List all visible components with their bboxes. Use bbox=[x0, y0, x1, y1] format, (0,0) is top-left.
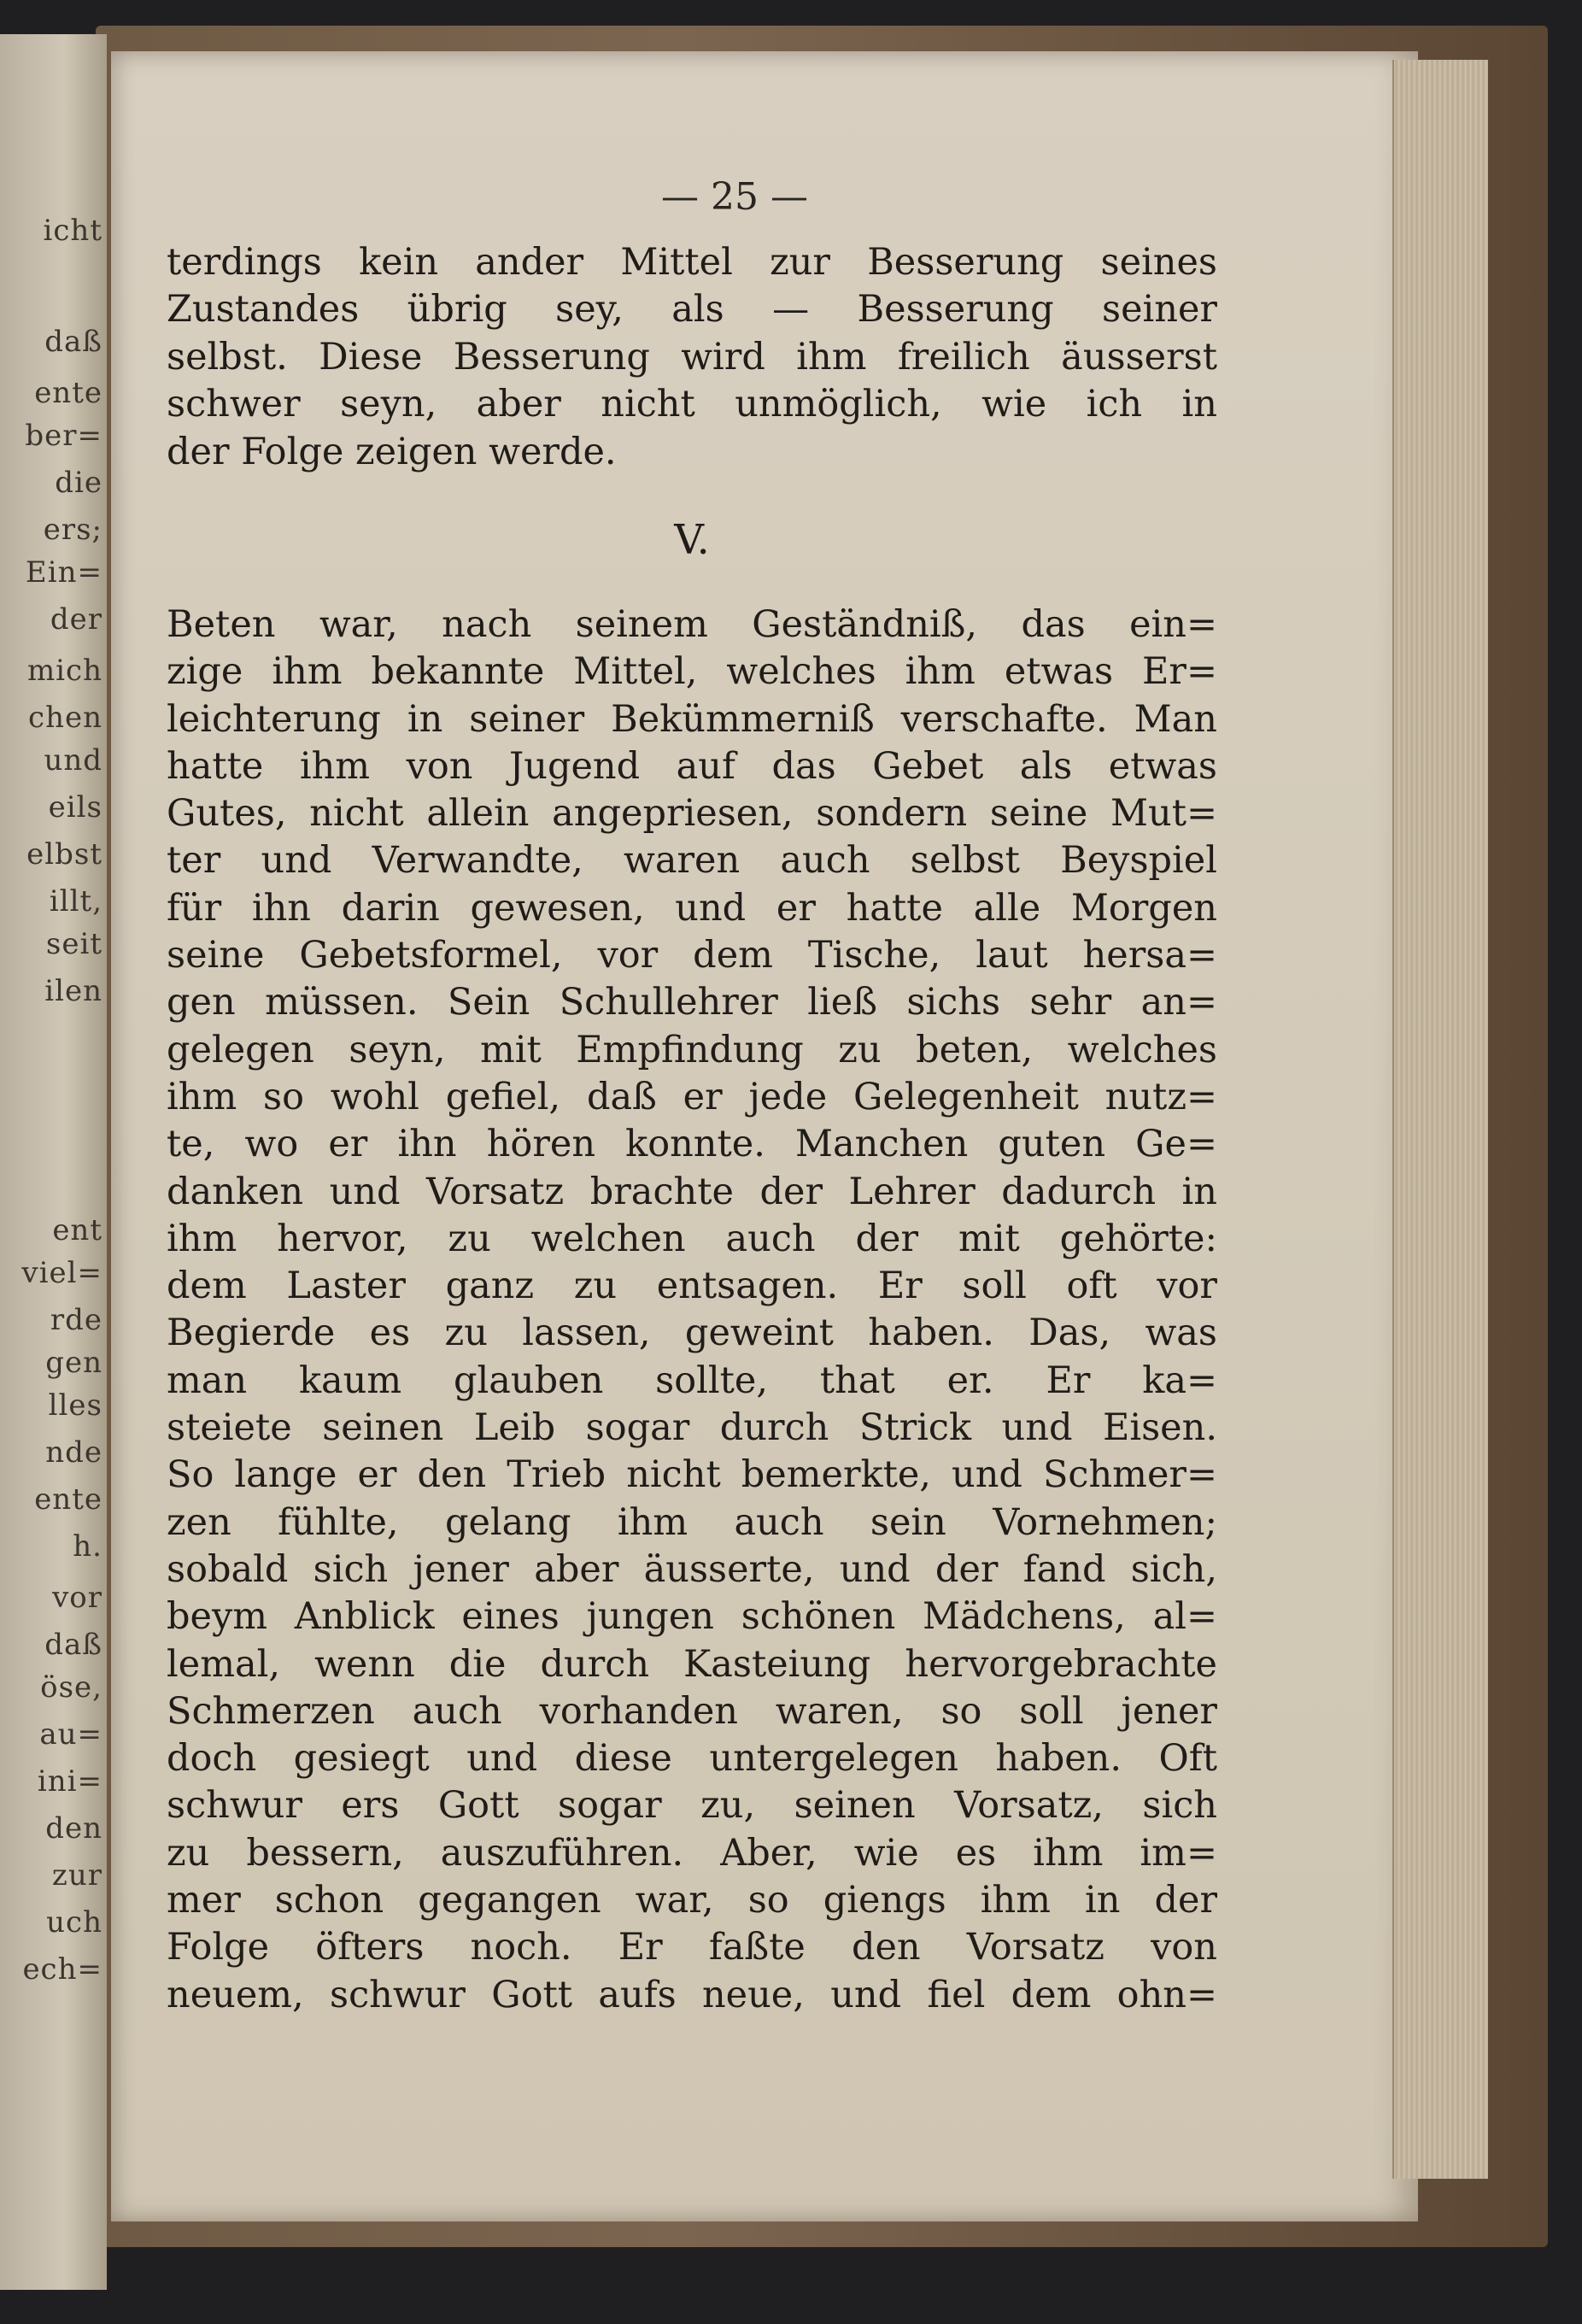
text-line: beym Anblick eines jungen schönen Mädchens, al= bbox=[167, 1595, 1217, 1639]
text-line: Beten war, nach seinem Geständniß, das ein= bbox=[167, 603, 1217, 646]
text-line: doch gesiegt und diese untergelegen haben. Oft bbox=[167, 1737, 1217, 1781]
left-page-fragment: au= bbox=[39, 1717, 103, 1752]
text-line: steiete seinen Leib sogar durch Strick und Eisen. bbox=[167, 1406, 1217, 1450]
left-page-fragment: elbst bbox=[26, 837, 103, 872]
text-line: ter und Verwandte, waren auch selbst Beyspiel bbox=[167, 839, 1217, 883]
text-line: lemal, wenn die durch Kasteiung hervorgebrachte bbox=[167, 1642, 1217, 1686]
left-page-fragment: die bbox=[55, 466, 103, 500]
text-line: für ihn darin gewesen, und er hatte alle Morgen bbox=[167, 886, 1217, 930]
text-line: zu bessern, auszuführen. Aber, wie es ihm im= bbox=[167, 1831, 1217, 1875]
text-line: Begierde es zu lassen, geweint haben. Das, was bbox=[167, 1312, 1217, 1355]
text-line: te, wo er ihn hören konnte. Manchen guten Ge= bbox=[167, 1123, 1217, 1166]
text-line: selbst. Diese Besserung wird ihm freilich äusserst bbox=[167, 335, 1217, 379]
left-page-fragment: den bbox=[45, 1811, 103, 1846]
text-line: schwur ers Gott sogar zu, seinen Vorsatz, sich bbox=[167, 1784, 1217, 1828]
left-page-fragment: rde bbox=[50, 1303, 103, 1337]
left-page-fragment: uch bbox=[46, 1905, 103, 1940]
left-page-fragment: ini= bbox=[37, 1764, 103, 1799]
left-page-fragment: gen bbox=[45, 1346, 103, 1380]
text-line: seine Gebetsformel, vor dem Tische, laut hersa= bbox=[167, 934, 1217, 977]
left-page-fragment: seit bbox=[45, 927, 103, 961]
text-line: gelegen seyn, mit Empfindung zu beten, welches bbox=[167, 1028, 1217, 1071]
left-page-fragment: ber= bbox=[25, 419, 103, 453]
text-line: sobald sich jener aber äusserte, und der fand sich, bbox=[167, 1547, 1217, 1591]
text-line: danken und Vorsatz brachte der Lehrer dadurch in bbox=[167, 1170, 1217, 1213]
text-line: neuem, schwur Gott aufs neue, und fiel dem ohn= bbox=[167, 1973, 1217, 2016]
text-line: Zustandes übrig sey, als — Besserung seiner bbox=[167, 288, 1217, 332]
left-page-fragment: ente bbox=[34, 376, 103, 410]
left-page-fragment: h. bbox=[73, 1529, 103, 1564]
text-line: hatte ihm von Jugend auf das Gebet als etwas bbox=[167, 744, 1217, 788]
left-page-fragment: ente bbox=[34, 1482, 103, 1517]
left-page-fragment: illt, bbox=[49, 884, 103, 918]
section-heading: V. bbox=[674, 516, 710, 564]
left-page-fragment: Ein= bbox=[25, 555, 103, 590]
left-page-fragment: ech= bbox=[22, 1952, 103, 1987]
text-line: zen fühlte, gelang ihm auch sein Vornehmen; bbox=[167, 1500, 1217, 1544]
text-line: zige ihm bekannte Mittel, welches ihm etwas Er= bbox=[167, 650, 1217, 694]
left-page-fragment: nde bbox=[45, 1435, 103, 1470]
left-page-fragment: zur bbox=[51, 1858, 103, 1893]
text-line: So lange er den Trieb nicht bemerkte, und Schmer= bbox=[167, 1453, 1217, 1497]
left-page-fragment: mich bbox=[26, 654, 103, 688]
text-line: dem Laster ganz zu entsagen. Er soll oft vor bbox=[167, 1265, 1217, 1308]
left-page-fragment: der bbox=[50, 602, 103, 637]
left-page-fragment: öse, bbox=[40, 1670, 103, 1705]
text-line: gen müssen. Sein Schullehrer ließ sichs sehr an= bbox=[167, 981, 1217, 1024]
text-line: terdings kein ander Mittel zur Besserung seines bbox=[167, 241, 1217, 284]
text-line: Schmerzen auch vorhanden waren, so soll jener bbox=[167, 1689, 1217, 1733]
text-line: man kaum glauben sollte, that er. Er ka= bbox=[167, 1359, 1217, 1402]
paragraph-section-v bbox=[167, 602, 1217, 2019]
paragraph-continuation bbox=[167, 239, 1217, 476]
left-page-fragment: und bbox=[44, 743, 103, 778]
left-page-fragment: ers; bbox=[43, 513, 103, 547]
text-line: Gutes, nicht allein angepriesen, sondern seine Mut= bbox=[167, 792, 1217, 836]
text-line: mer schon gegangen war, so giengs ihm in der bbox=[167, 1879, 1217, 1922]
left-page-fragment: ent bbox=[52, 1213, 103, 1247]
text-line: schwer seyn, aber nicht unmöglich, wie ich in bbox=[167, 383, 1217, 426]
left-page-fragment: icht bbox=[43, 214, 103, 248]
left-page-fragment: eils bbox=[48, 790, 103, 825]
page-number: — 25 — bbox=[661, 175, 808, 219]
left-page-fragment: vor bbox=[52, 1581, 103, 1615]
text-line: leichterung in seiner Bekümmerniß verschafte. Man bbox=[167, 697, 1217, 741]
page-edges bbox=[1392, 60, 1488, 2179]
left-page-fragment: viel= bbox=[21, 1256, 103, 1290]
left-page-fragment: daß bbox=[44, 325, 103, 359]
text-line: ihm so wohl gefiel, daß er jede Gelegenheit nutz= bbox=[167, 1075, 1217, 1118]
left-page-edge bbox=[0, 34, 107, 2290]
left-page-fragment: lles bbox=[48, 1388, 103, 1423]
left-page-fragment: ilen bbox=[44, 974, 103, 1008]
left-page-fragment: chen bbox=[28, 701, 103, 735]
text-line: der Folge zeigen werde. bbox=[167, 430, 617, 473]
text-line: Folge öfters noch. Er faßte den Vorsatz von bbox=[167, 1926, 1217, 1969]
text-line: ihm hervor, zu welchen auch der mit gehörte: bbox=[167, 1217, 1217, 1260]
left-page-fragment: daß bbox=[44, 1628, 103, 1662]
